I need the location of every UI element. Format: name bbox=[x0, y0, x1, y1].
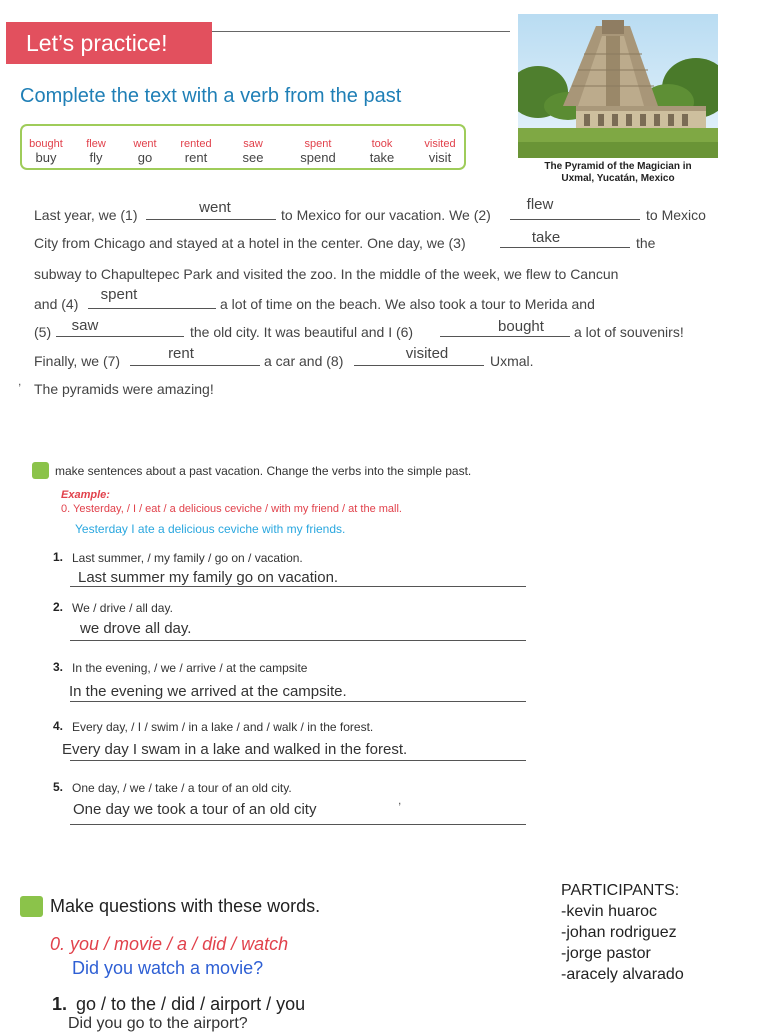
example-prompt: 0. Yesterday, / I / eat / a delicious ceviche / with my friend / at the mall. bbox=[61, 503, 402, 515]
blank-6 bbox=[440, 336, 570, 337]
participant-name: -aracely alvarado bbox=[561, 966, 684, 983]
section3-example-prompt: 0. you / movie / a / did / watch bbox=[50, 934, 289, 954]
verb-base: fly bbox=[89, 150, 103, 165]
verb-bank bbox=[20, 124, 466, 170]
text-line: and (4) bbox=[34, 296, 79, 312]
answer-line bbox=[70, 586, 526, 587]
stray-mark: , bbox=[18, 374, 22, 388]
item-answer[interactable]: Did you go to the airport? bbox=[68, 1015, 248, 1032]
item-number: 4. bbox=[53, 719, 64, 733]
answer-3[interactable]: take bbox=[531, 229, 561, 246]
item-prompt: go / to the / did / airport / you bbox=[76, 994, 306, 1014]
section2-instruction: make sentences about a past vacation. Change the verbs into the simple past. bbox=[55, 464, 472, 478]
answer-5[interactable]: saw bbox=[71, 317, 99, 334]
text-line: a lot of souvenirs! bbox=[574, 324, 684, 340]
title-rule bbox=[212, 31, 510, 32]
answer-line bbox=[70, 824, 526, 825]
verb-base: see bbox=[242, 150, 264, 165]
text-line: (5) bbox=[34, 324, 52, 340]
item-prompt: We / drive / all day. bbox=[72, 601, 173, 615]
item-answer[interactable]: One day we took a tour of an old city bbox=[73, 801, 317, 818]
answer-line bbox=[70, 760, 526, 761]
verb-past: went bbox=[133, 138, 157, 150]
text-line: The pyramids were amazing! bbox=[34, 381, 214, 397]
answer-8[interactable]: visited bbox=[405, 345, 449, 362]
verb-base: rent bbox=[184, 150, 208, 165]
section3-instruction: Make questions with these words. bbox=[50, 896, 321, 916]
verb-pair bbox=[174, 137, 218, 165]
participant-name: -jorge pastor bbox=[561, 945, 651, 962]
text-line: the bbox=[636, 235, 656, 251]
item-answer[interactable]: Last summer my family go on vacation. bbox=[78, 569, 339, 586]
answer-6[interactable]: bought bbox=[498, 318, 544, 335]
verb-past: rented bbox=[180, 138, 212, 150]
verb-past: took bbox=[371, 138, 393, 150]
answer-line bbox=[70, 701, 526, 702]
text-line: City from Chicago and stayed at a hotel in the center. One day, we (3) bbox=[34, 235, 466, 251]
caption-line: Uxmal, Yucatán, Mexico bbox=[561, 173, 675, 184]
verb-base: go bbox=[137, 150, 153, 165]
verb-base: spend bbox=[300, 150, 336, 165]
stray-mark: , bbox=[398, 793, 402, 807]
verb-pair bbox=[26, 137, 66, 165]
section3-example-answer: Did you watch a movie? bbox=[72, 958, 264, 978]
item-prompt: Every day, / I / swim / in a lake / and / walk / in the forest. bbox=[72, 720, 374, 734]
blank-3 bbox=[500, 247, 630, 248]
blank-7 bbox=[130, 365, 260, 366]
item-number: 1. bbox=[52, 994, 68, 1014]
answer-4[interactable]: spent bbox=[100, 286, 138, 303]
section3-marker bbox=[20, 896, 43, 917]
item-answer[interactable]: In the evening we arrived at the campsite. bbox=[69, 683, 347, 700]
example-label: Example: bbox=[61, 489, 110, 501]
verb-past: bought bbox=[29, 138, 63, 150]
verb-base: take bbox=[369, 150, 395, 165]
participants-list bbox=[561, 880, 684, 985]
answer-1[interactable]: went bbox=[199, 199, 231, 216]
section2-marker bbox=[32, 462, 49, 479]
text-line: Uxmal. bbox=[490, 353, 534, 369]
item-answer[interactable]: we drove all day. bbox=[80, 620, 192, 637]
example-answer: Yesterday I ate a delicious ceviche with my friends. bbox=[75, 522, 346, 536]
text-line: to Mexico bbox=[646, 207, 706, 223]
verb-past: saw bbox=[243, 138, 263, 150]
verb-base: buy bbox=[35, 150, 57, 165]
verb-past: visited bbox=[424, 138, 456, 150]
answer-2[interactable]: flew bbox=[526, 196, 554, 213]
text-line: to Mexico for our vacation. We (2) bbox=[281, 207, 491, 223]
item-number: 1. bbox=[53, 550, 64, 564]
page-title: Let’s practice! bbox=[6, 22, 212, 64]
verb-pair bbox=[296, 137, 340, 165]
blank-5 bbox=[56, 336, 184, 337]
verb-pair bbox=[78, 137, 114, 165]
pyramid-photo bbox=[518, 14, 718, 158]
verb-base: visit bbox=[428, 150, 452, 165]
section1-instruction: Complete the text with a verb from the past bbox=[20, 85, 402, 107]
blank-8 bbox=[354, 365, 484, 366]
blank-2 bbox=[510, 219, 640, 220]
verb-past: flew bbox=[86, 138, 106, 150]
verb-past: spent bbox=[304, 138, 332, 150]
verb-pair bbox=[236, 137, 270, 165]
item-prompt: In the evening, / we / arrive / at the campsite bbox=[72, 661, 308, 675]
pyramid-illustration bbox=[518, 14, 718, 158]
item-number: 2. bbox=[53, 600, 64, 614]
verb-pair bbox=[364, 137, 400, 165]
item-number: 5. bbox=[53, 780, 64, 794]
item-prompt: One day, / we / take / a tour of an old city. bbox=[72, 781, 292, 795]
text-line: Finally, we (7) bbox=[34, 353, 121, 369]
participant-name: -johan rodriguez bbox=[561, 924, 677, 941]
participant-name: -kevin huaroc bbox=[561, 903, 658, 920]
text-line: the old city. It was beautiful and I (6) bbox=[190, 324, 414, 340]
text-line: Last year, we (1) bbox=[34, 207, 138, 223]
verb-pair bbox=[126, 137, 164, 165]
verb-pair bbox=[418, 137, 462, 165]
caption-line: The Pyramid of the Magician in bbox=[544, 161, 692, 172]
answer-line bbox=[70, 640, 526, 641]
text-line: a lot of time on the beach. We also took a tour to Merida and bbox=[220, 296, 595, 312]
photo-caption bbox=[518, 161, 718, 185]
item-prompt: Last summer, / my family / go on / vacation. bbox=[72, 551, 303, 565]
blank-4 bbox=[88, 308, 216, 309]
text-line: a car and (8) bbox=[264, 353, 344, 369]
item-answer[interactable]: Every day I swam in a lake and walked in the forest. bbox=[62, 741, 408, 758]
participants-heading: PARTICIPANTS: bbox=[561, 882, 680, 899]
item-number: 3. bbox=[53, 660, 64, 674]
answer-7[interactable]: rent bbox=[168, 345, 194, 362]
blank-1 bbox=[146, 219, 276, 220]
text-line: subway to Chapultepec Park and visited the zoo. In the middle of the week, we flew to Cancun bbox=[34, 266, 619, 282]
